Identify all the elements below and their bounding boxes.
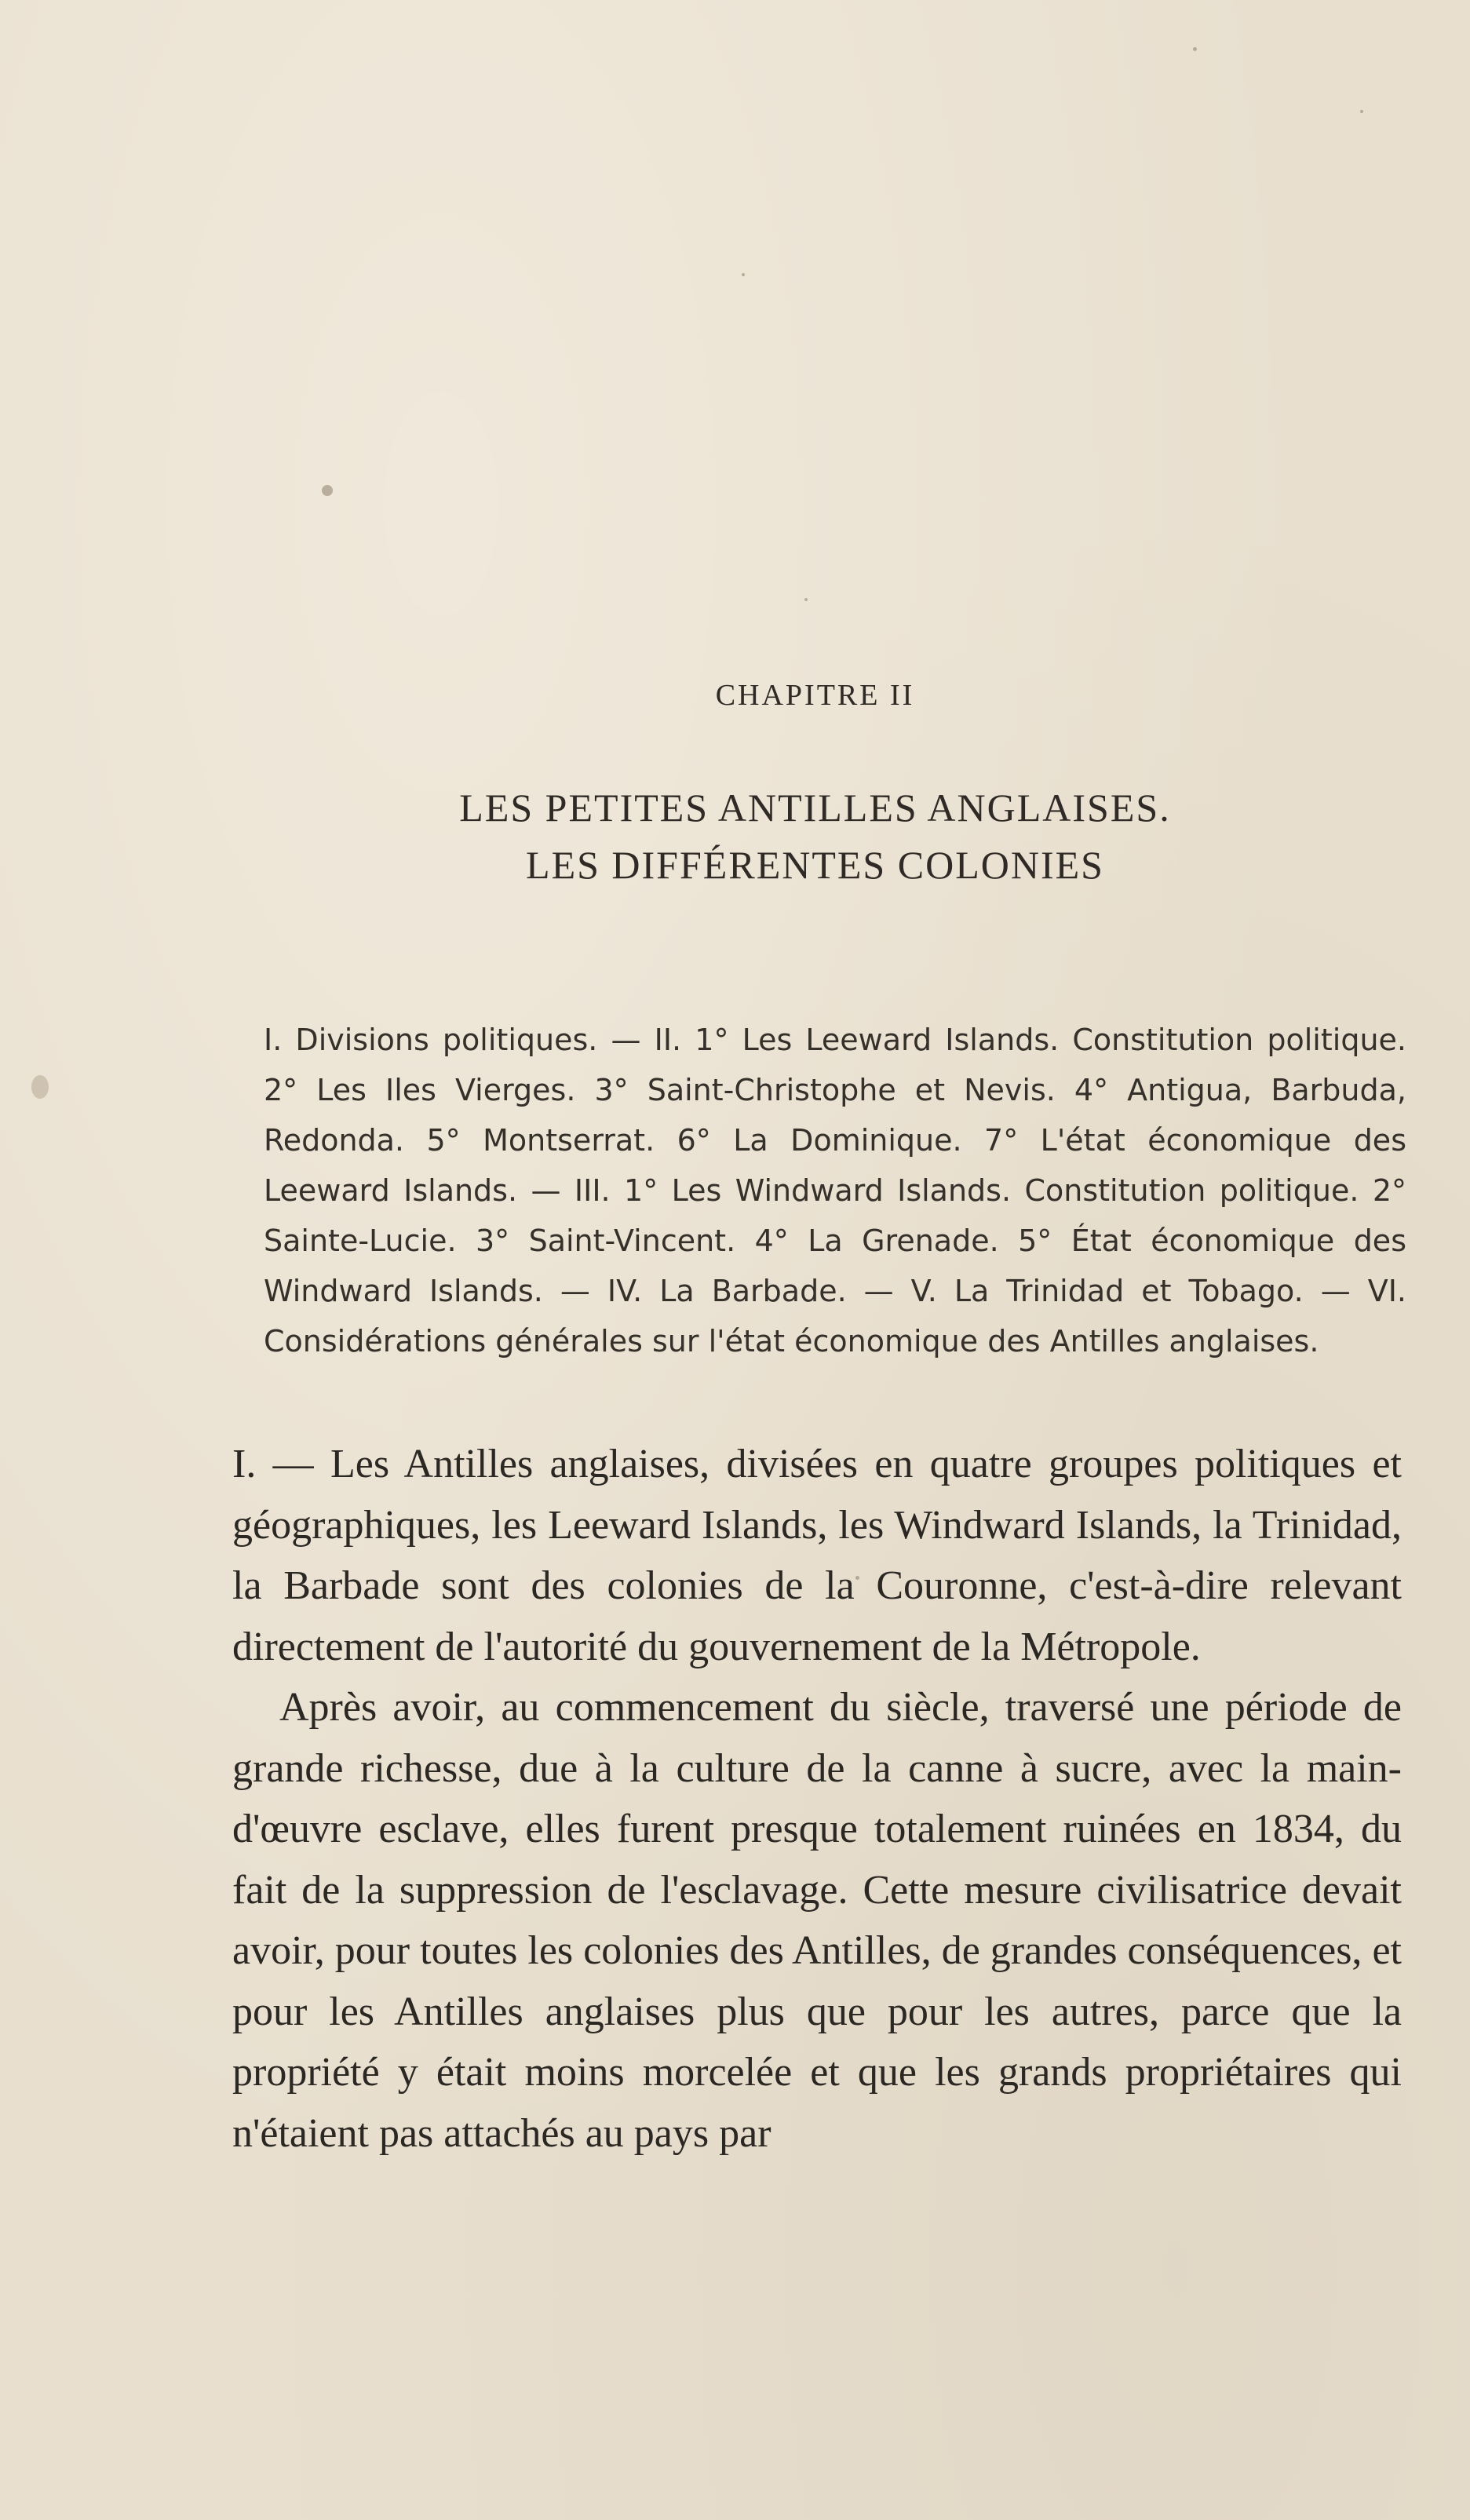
body-paragraph-2: Après avoir, au commencement du siècle, traversé une période de grande richesse, due à la culture de la canne à sucre, avec la main-d'œuvre esclave, elles furent presque totalement ruinées en 1834, du fait de la suppression de l'esclavage. Cette mesure civilisatrice devait avoir, pour toutes les colonies des Antilles, de grandes conséquences, et pour les Antilles anglaises plus que pour les autres, parce que la propriété y était moins morcelée et que les grands propriétaires qui n'étaient pas attachés au pays par (232, 1685, 1402, 2156)
paper-speck (804, 598, 808, 601)
chapter-title-line-2: LES DIFFÉRENTES COLONIES (526, 843, 1104, 887)
paper-speck (1193, 47, 1197, 51)
paper-speck (31, 1075, 49, 1099)
paper-speck (322, 485, 333, 496)
chapter-label: CHAPITRE II (715, 679, 915, 712)
chapter-summary: I. Divisions politiques. — II. 1° Les Leeward Islands. Constitution politique. 2° Les Iles Vierges. 3° Saint-Christophe et Nevis. 4° Antigua, Barbuda, Redonda. 5° Montserrat. 6° La Dominique. 7° L'état économique des Leeward Islands. — III. 1° Les Windward Islands. Constitution politique. 2° Sainte-Lucie. 3° Saint-Vincent. 4° La Grenade. 5° État économique des Windward Islands. — IV. La Barbade. — V. La Trinidad et Tobago. — VI. Considérations générales sur l'état économique des Antilles anglaises. (264, 1023, 1406, 1358)
chapter-title-line-1: LES PETITES ANTILLES ANGLAISES. (459, 786, 1171, 830)
body-text (232, 1434, 1402, 2164)
paper-speck (1360, 110, 1363, 113)
body-paragraph-1: I. — Les Antilles anglaises, divisées en quatre groupes politiques et géographiques, les Leeward Islands, les Windward Islands, la Trinidad, la Barbade sont des colonies de la Couronne, c'est-à-dire relevant directement de l'autorité du gouvernement de la Métropole. (232, 1442, 1402, 1669)
paper-speck (742, 273, 745, 276)
